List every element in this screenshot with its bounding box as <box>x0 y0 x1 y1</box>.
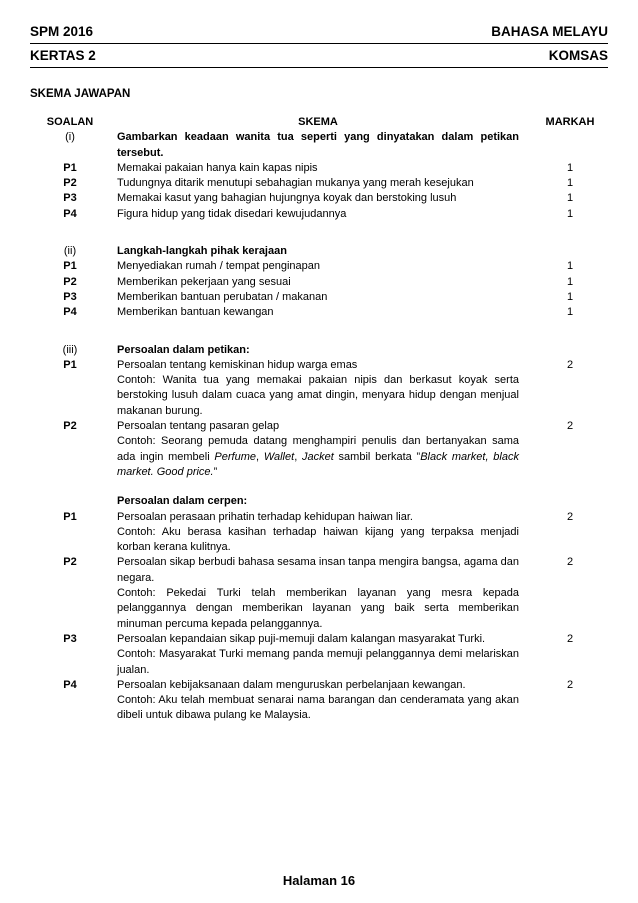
mark-value: 1 <box>566 177 574 190</box>
point-statement: Persoalan perasaan prihatin terhadap kehidupan haiwan liar. <box>117 510 413 523</box>
point-text: Memberikan bantuan kewangan <box>117 306 274 319</box>
question-text: Langkah-langkah pihak kerajaan <box>117 245 287 258</box>
point-label: P2 <box>63 177 77 190</box>
point-label: P1 <box>63 260 77 273</box>
table-row <box>30 358 608 419</box>
table-row <box>30 632 608 678</box>
mark-value: 1 <box>566 207 574 220</box>
point-text: Tudungnya ditarik menutupi sebahagian mukanya yang merah kesejukan <box>117 177 474 190</box>
point-text: Memakai kasut yang bahagian hujungnya koyak dan berstoking lusuh <box>117 192 457 205</box>
table-row <box>30 207 608 222</box>
table-row <box>30 510 608 556</box>
point-label: P4 <box>63 678 77 691</box>
point-text: Memakai pakaian hanya kain kapas nipis <box>117 161 318 174</box>
mark-value: 2 <box>566 632 574 645</box>
table-row <box>30 275 608 290</box>
point-text <box>117 419 519 480</box>
header-divider-2 <box>30 67 608 68</box>
question-row <box>30 244 608 259</box>
table-row <box>30 290 608 305</box>
point-text: Menyediakan rumah / tempat penginapan <box>117 260 321 273</box>
point-label: P1 <box>63 510 77 523</box>
point-label: P3 <box>63 632 77 645</box>
header-divider <box>30 43 608 44</box>
table-row <box>30 419 608 480</box>
mark-value: 2 <box>566 510 574 523</box>
point-statement: Persoalan kepandaian sikap puji-memuji dalam kalangan masyarakat Turki. <box>117 632 486 645</box>
col-header-soalan: SOALAN <box>46 116 94 128</box>
point-text <box>117 632 519 678</box>
mark-value: 1 <box>566 275 574 288</box>
point-text <box>117 555 519 631</box>
mark-value: 1 <box>566 161 574 174</box>
point-statement: Persoalan tentang pasaran gelap <box>117 420 280 433</box>
table-row <box>30 259 608 274</box>
point-example: Contoh: Wanita tua yang memakai pakaian nipis dan berkasut koyak serta berstoking lusuh dalam cuaca yang amat dingin, menyara hidup dengan menjual makanan burung. <box>117 374 519 417</box>
mark-value: 1 <box>566 260 574 273</box>
mark-value: 1 <box>566 290 574 303</box>
point-text: Figura hidup yang tidak disedari kewujudannya <box>117 207 347 220</box>
point-text: Memberikan pekerjaan yang sesuai <box>117 275 291 288</box>
mark-value: 2 <box>566 420 574 433</box>
point-label: P3 <box>63 290 77 303</box>
header-subject-year: SPM 2016 <box>30 24 94 39</box>
header-component: KOMSAS <box>548 48 608 63</box>
section-heading: Persoalan dalam cerpen: <box>117 495 248 508</box>
col-header-markah: MARKAH <box>545 116 595 128</box>
point-label: P1 <box>63 358 77 371</box>
point-label: P2 <box>63 420 77 433</box>
point-label: P3 <box>63 192 77 205</box>
header-subject: BAHASA MELAYU <box>491 24 608 39</box>
table-row <box>30 678 608 724</box>
point-example: Contoh: Aku berasa kasihan terhadap haiwan kijang yang terpaksa menjadi korban kerana kulitnya. <box>117 525 519 554</box>
mark-value: 1 <box>566 306 574 319</box>
mark-value: 2 <box>566 556 574 569</box>
point-example: Contoh: Aku telah membuat senarai nama barangan dan cenderamata yang akan dibeli untuk dibawa pulang ke Malaysia. <box>117 694 519 722</box>
point-label: P2 <box>63 275 77 288</box>
point-text <box>117 358 519 419</box>
point-statement: Persoalan sikap berbudi bahasa sesama insan tanpa mengira bangsa, agama dan negara. <box>117 556 519 584</box>
point-label: P1 <box>63 161 77 174</box>
question-number: (i) <box>65 131 75 144</box>
table-row <box>30 161 608 176</box>
section-heading: Persoalan dalam petikan: <box>117 343 250 356</box>
point-text: Memberikan bantuan perubatan / makanan <box>117 290 328 303</box>
section-heading-row <box>30 494 608 509</box>
point-label: P2 <box>63 556 77 569</box>
question-row <box>30 343 608 358</box>
table-row <box>30 176 608 191</box>
question-number: (iii) <box>62 343 78 356</box>
page-title: SKEMA JAWAPAN <box>30 88 131 100</box>
point-example: Contoh: Masyarakat Turki memang panda memuji pelanggannya demi melariskan jualan. <box>117 648 519 676</box>
mark-value: 1 <box>566 192 574 205</box>
col-header-skema: SKEMA <box>298 116 338 128</box>
page-number: Halaman 16 <box>282 873 356 888</box>
header-paper: KERTAS 2 <box>30 48 96 63</box>
table-header-row <box>30 115 608 130</box>
question-number: (ii) <box>63 245 77 258</box>
table-row <box>30 555 608 631</box>
question-row <box>30 130 608 161</box>
mark-value: 2 <box>566 358 574 371</box>
question-text: Gambarkan keadaan wanita tua seperti yang dinyatakan dalam petikan tersebut. <box>117 131 519 159</box>
point-statement: Persoalan kebijaksanaan dalam menguruskan perbelanjaan kewangan. <box>117 678 466 691</box>
point-example: Contoh: Seorang pemuda datang menghampiri penulis dan bertanyakan sama ada ingin membeli Perfume, Wallet, Jacket sambil berkata ”Black market, black market. Good price.” <box>117 435 519 478</box>
point-label: P4 <box>63 306 77 319</box>
mark-value: 2 <box>566 678 574 691</box>
point-text <box>117 510 519 556</box>
table-row <box>30 191 608 206</box>
point-example: Contoh: Pekedai Turki telah memberikan layanan yang mesra kepada pelanggannya dengan memberikan layanan yang baik serta memberikan minuman percuma kepada pelanggannya. <box>117 587 519 630</box>
answer-scheme-table <box>30 115 608 724</box>
point-text <box>117 678 519 724</box>
point-label: P4 <box>63 207 77 220</box>
table-row <box>30 305 608 320</box>
point-statement: Persoalan tentang kemiskinan hidup warga emas <box>117 358 358 371</box>
